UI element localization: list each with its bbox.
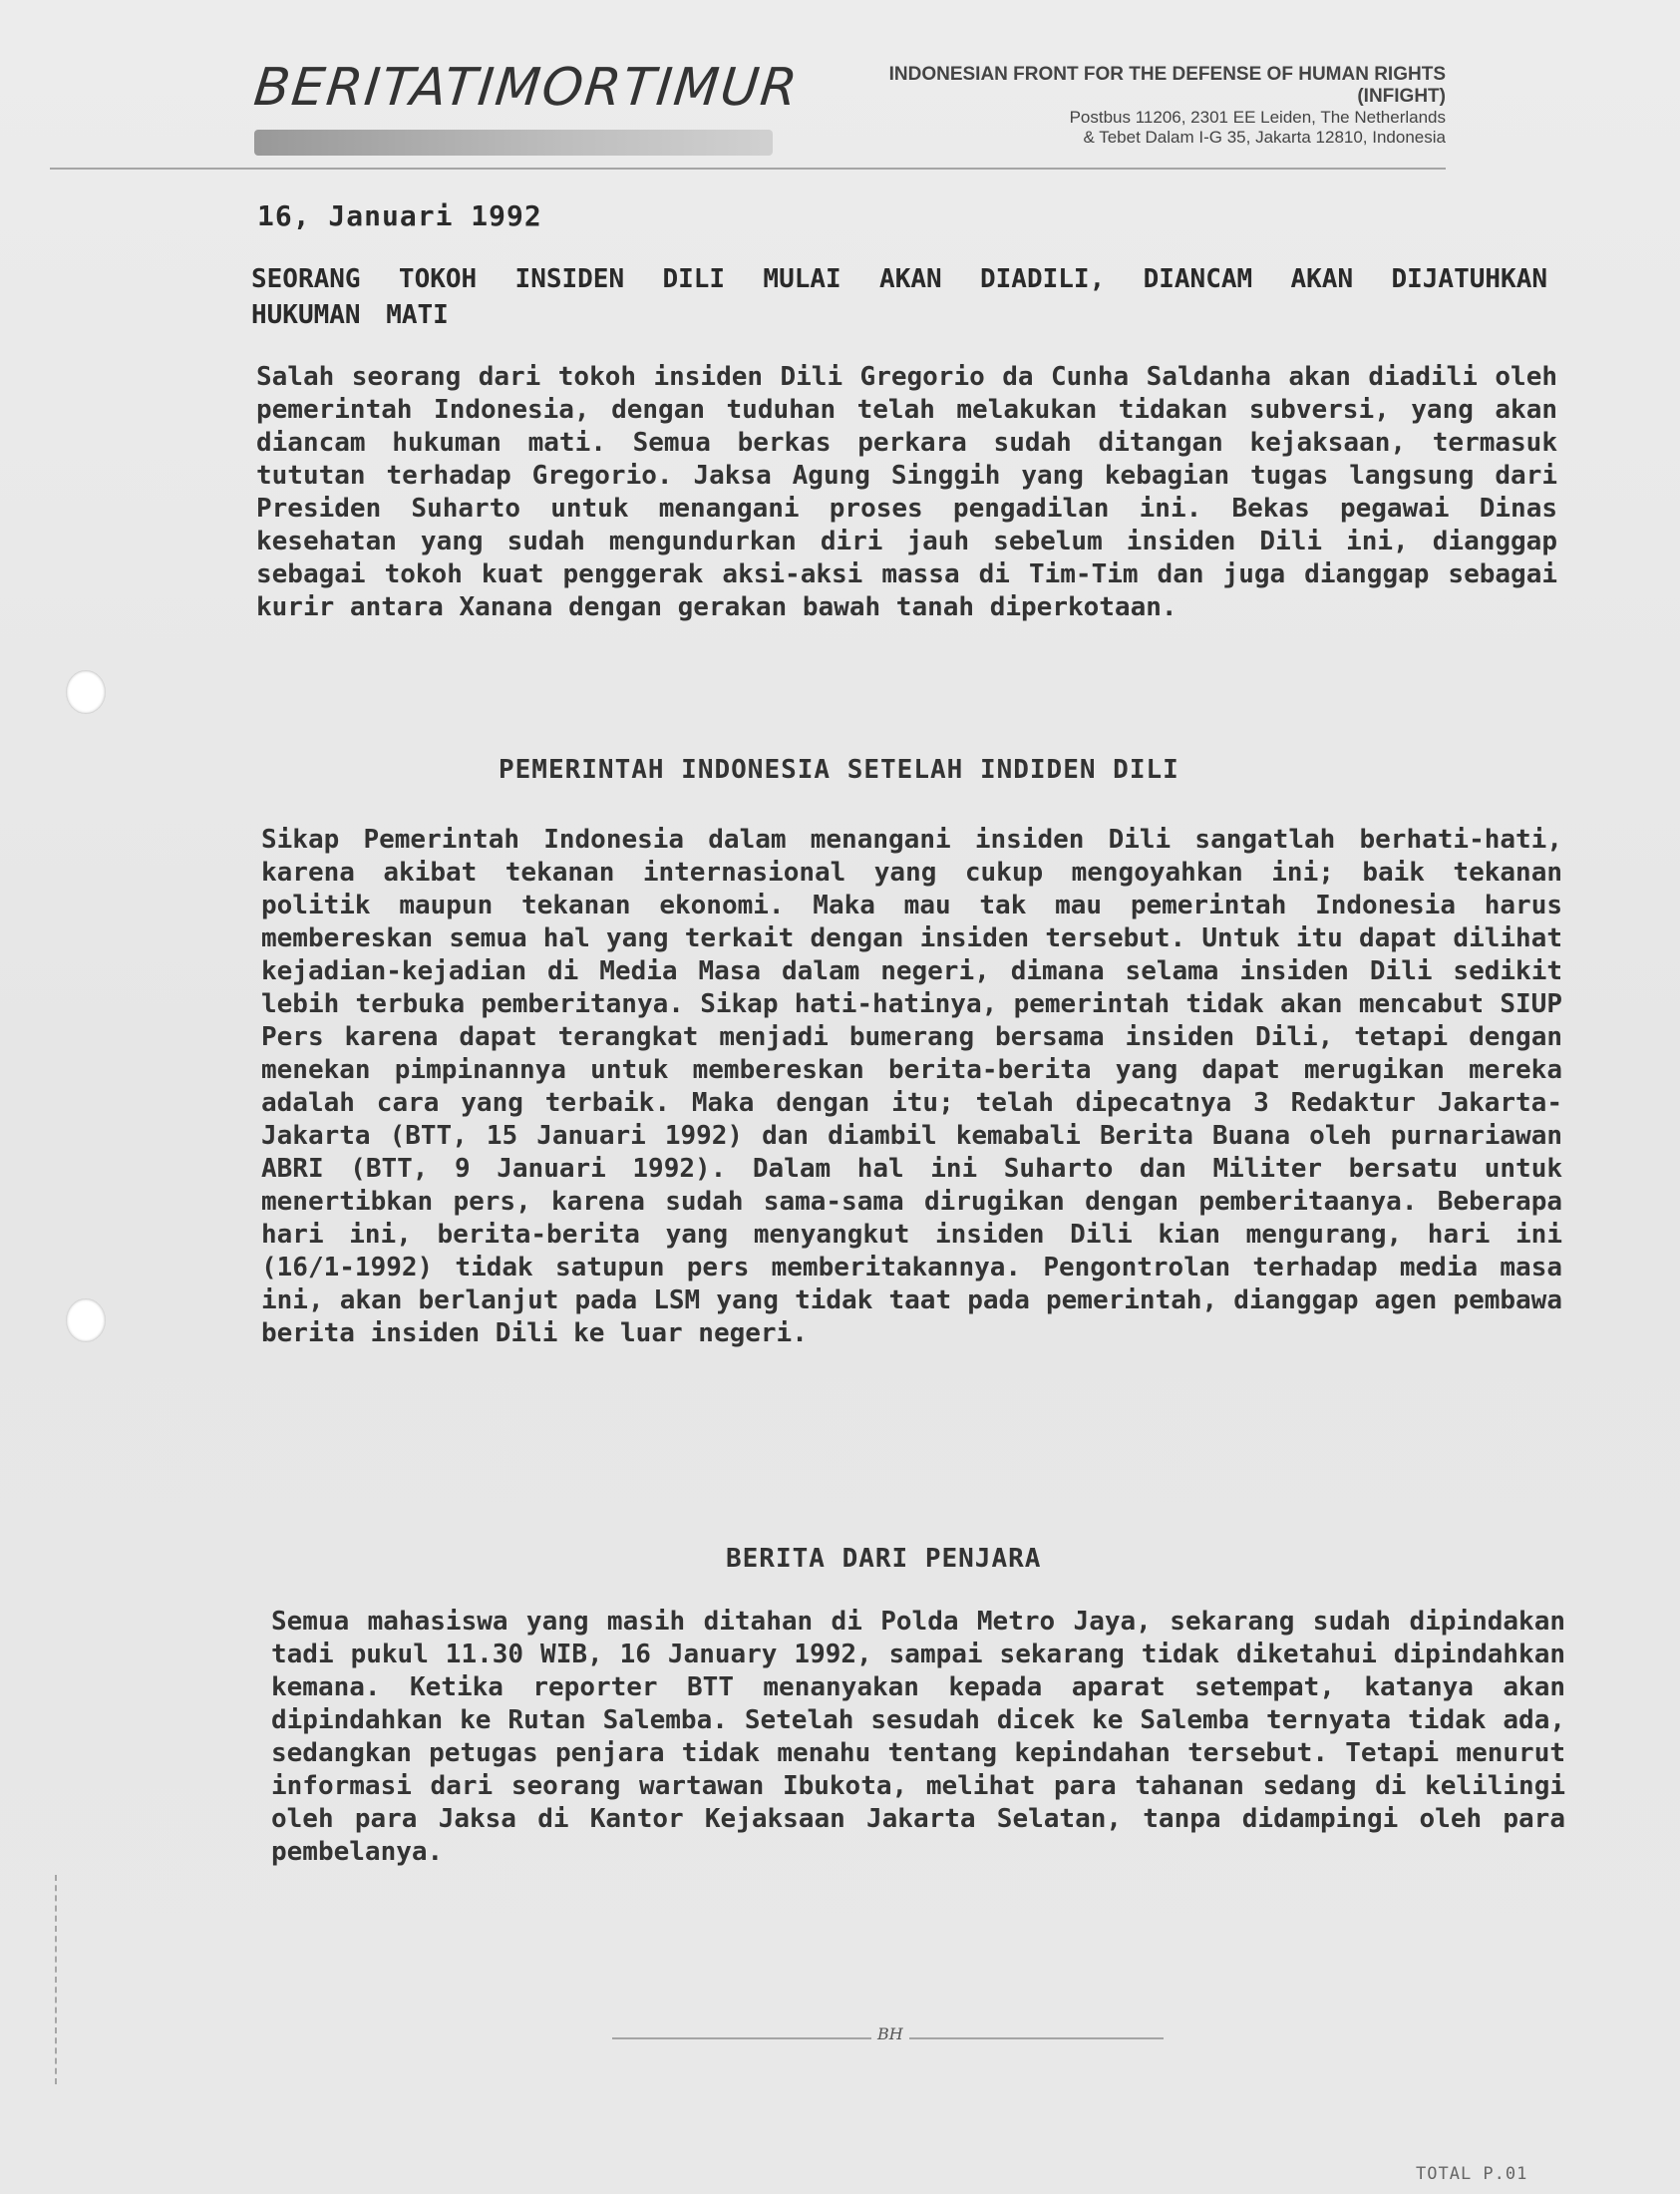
letterhead-divider (50, 168, 1446, 170)
logo-smear (254, 130, 773, 156)
punch-hole (66, 1298, 106, 1342)
logo-text: BERITATIMORTIMUR (250, 58, 803, 118)
address-line-2: & Tebet Dalam I-G 35, Jakarta 12810, Indonesia (1083, 128, 1446, 147)
section-2-title: PEMERINTAH INDONESIA SETELAH INDIDEN DILI (499, 755, 1179, 785)
footer-divider-left (612, 2037, 871, 2039)
organization-name: INDONESIAN FRONT FOR THE DEFENSE OF HUMAN RIGHTS (888, 64, 1446, 85)
letterhead-logo-block (250, 58, 803, 158)
margin-mark (55, 1875, 59, 2084)
document-date: 16, Januari 1992 (257, 199, 542, 232)
headline: SEORANG TOKOH INSIDEN DILI MULAI AKAN DIADILI, DIANCAM AKAN DIJATUHKAN HUKUMAN MATI (251, 264, 1547, 330)
address-line-1: Postbus 11206, 2301 EE Leiden, The Netherlands (1069, 108, 1446, 127)
organization-block (838, 64, 1446, 148)
fax-total-pages: TOTAL P.01 (1416, 2164, 1528, 2184)
footer-divider-right (909, 2037, 1164, 2039)
paragraph-1: Salah seorang dari tokoh insiden Dili Gregorio da Cunha Saldanha akan diadili oleh pemerintah Indonesia, dengan tuduhan telah melakukan tidakan subversi, yang akan diancam hukuman mati. Semua berkas perkara sudah ditangan kejaksaan, termasuk tututan terhadap Gregorio. Jaksa Agung Singgih yang kebagian tugas langsung dari Presiden Suharto untuk menangani proses pengadilan ini. Bekas pegawai Dinas kesehatan yang sudah mengundurkan diri jauh sebelum insiden Dili ini, dianggap sebagai tokoh kuat penggerak aksi-aksi massa di Tim-Tim dan juga dianggap sebagai kurir antara Xanana dengan gerakan bawah tanah diperkotaan. (256, 362, 1557, 622)
paragraph-3: Semua mahasiswa yang masih ditahan di Polda Metro Jaya, sekarang sudah dipindakan tadi pukul 11.30 WIB, 16 January 1992, sampai sekarang tidak diketahui dipindahkan kemana. Ketika reporter BTT menanyakan kepada aparat setempat, katanya akan dipindahkan ke Rutan Salemba. Setelah sesudah dicek ke Salemba ternyata tidak ada, sedangkan petugas penjara tidak menahu tentang kepindahan tersebut. Tetapi menurut informasi dari seorang wartawan Ibukota, melihat para tahanan sedang di kelilingi oleh para Jaksa di Kantor Kejaksaan Jakarta Selatan, tanpa didampingi oleh para pembelanya. (271, 1607, 1565, 1867)
organization-abbreviation: (INFIGHT) (1357, 86, 1446, 107)
footer-initials: BH (877, 2024, 903, 2043)
section-3-title: BERITA DARI PENJARA (726, 1544, 1042, 1574)
punch-hole (66, 670, 106, 714)
paragraph-2: Sikap Pemerintah Indonesia dalam menangani insiden Dili sangatlah berhati-hati, karena akibat tekanan internasional yang cukup mengoyahkan ini; baik tekanan politik maupun tekanan ekonomi. Maka mau tak mau pemerintah Indonesia harus membereskan semua hal yang terkait dengan insiden tersebut. Untuk itu dapat dilihat kejadian-kejadian di Media Masa dalam negeri, dimana selama insiden Dili sedikit lebih terbuka pemberitanya. Sikap hati-hatinya, pemerintah tidak akan mencabut SIUP Pers karena dapat terangkat menjadi bumerang bersama insiden Dili, tetapi dengan menekan pimpinannya untuk membereskan berita-berita yang dapat merugikan mereka adalah cara yang terbaik. Maka dengan itu; telah dipecatnya 3 Redaktur Jakarta-Jakarta (BTT, 15 Januari 1992) dan diambil kemabali Berita Buana oleh purnariawan ABRI (BTT, 9 Januari 1992). Dalam hal ini Suharto dan Militer bersatu untuk menertibkan pers, karena sudah sama-sama dirugikan dengan pemberitaanya. Beberapa hari ini, berita-berita yang menyangkut insiden Dili kian mengurang, hari ini (16/1-1992) tidak satupun pers memberitakannya. Pengontrolan terhadap media masa ini, akan berlanjut pada LSM yang tidak taat pada pemerintah, dianggap agen pembawa berita insiden Dili ke luar negeri. (261, 825, 1562, 1348)
